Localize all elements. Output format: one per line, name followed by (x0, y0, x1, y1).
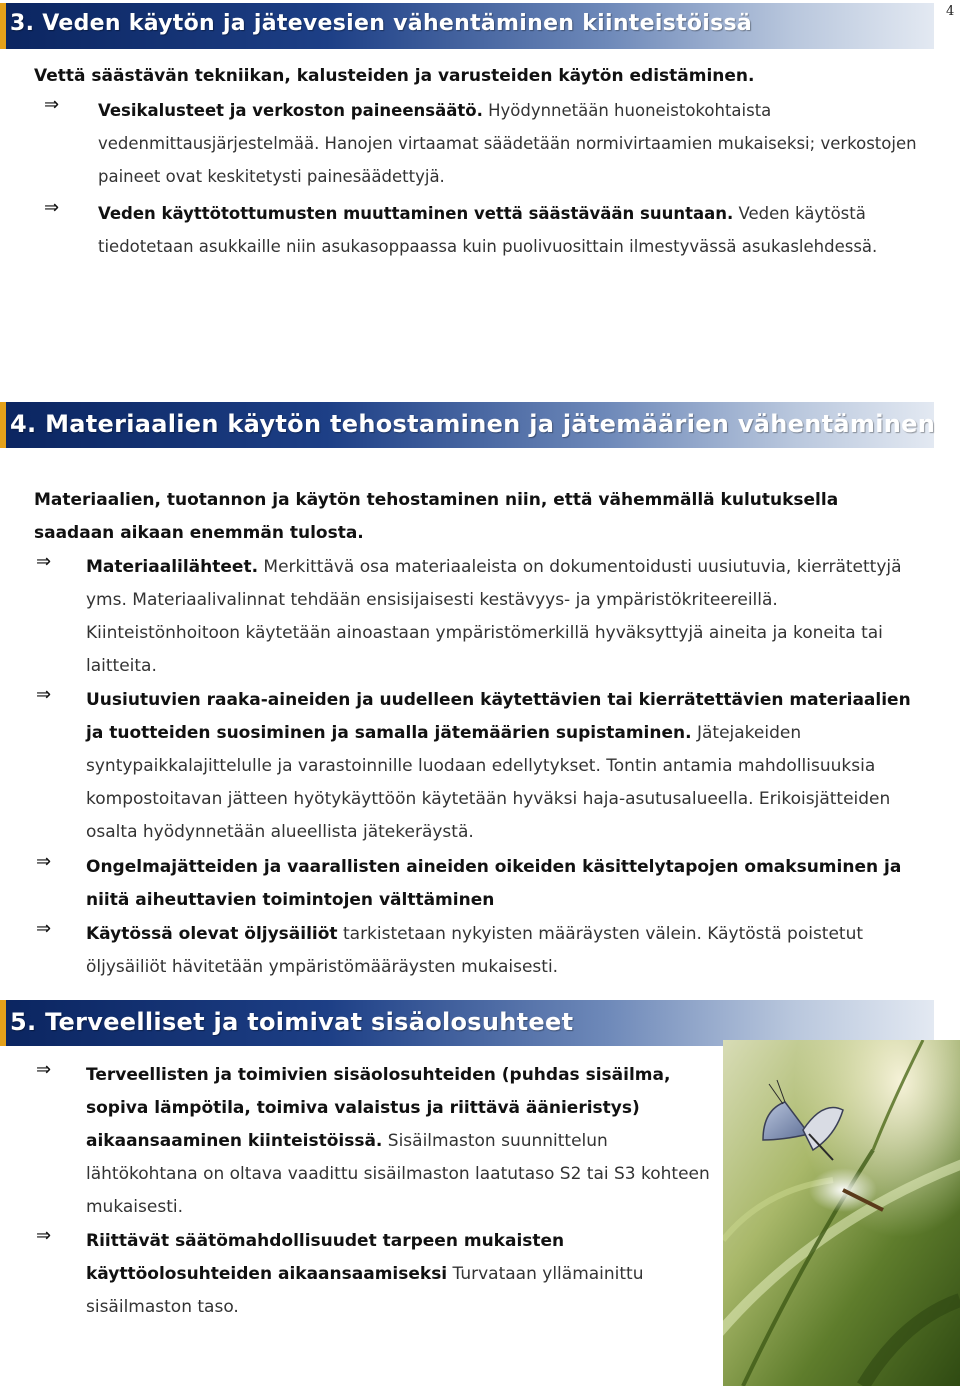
list-item-text (98, 94, 930, 193)
item-lead: Käytössä olevat öljysäiliöt (86, 924, 338, 944)
list-item-text (86, 1225, 716, 1324)
section-4-item-2 (36, 684, 931, 849)
section-3-item-1 (44, 94, 930, 193)
banner-accent (0, 3, 6, 49)
item-body: Merkittävä osa materiaaleista on dokumentoidusti uusiutuvia, kierrätettyjä yms. Materiaalivalinnat tehdään ensisijaisesti kestävyys- ja ympäristökriteereillä. Kiinteistönhoitoon käytetään ainoastaan ympäristömerkillä hyväksyttyjä aineita ja koneita tai laitteita. (86, 557, 902, 676)
section-5-item-2 (36, 1225, 716, 1324)
arrow-icon: ⇒ (36, 918, 52, 939)
arrow-icon: ⇒ (36, 851, 52, 872)
section-4-banner (0, 402, 934, 448)
section-4-item-1 (36, 551, 931, 683)
section-4-intro: Materiaalien, tuotannon ja käytön tehostaminen niin, että vähemmällä kulutuksella saadaan aikaan enemmän tulosta. (34, 490, 839, 543)
section-4-title: 4. Materiaalien käytön tehostaminen ja jätemäärien vähentäminen (10, 410, 936, 438)
item-lead: Ongelmajätteiden ja vaarallisten aineiden oikeiden käsittelytapojen omaksuminen ja niitä aiheuttavien toimintojen välttäminen (86, 857, 902, 910)
item-lead: Vesikalusteet ja verkoston paineensäätö. (98, 101, 483, 120)
arrow-icon: ⇒ (44, 197, 60, 218)
section-4-item-3 (36, 851, 931, 917)
item-lead: Materiaalilähteet. (86, 557, 259, 577)
item-body: Hyödynnetään huoneistokohtaista vedenmittausjärjestelmää. Hanojen virtaamat säädetään normivirtaamien mukaiseksi; verkostojen paineet ovat keskitetysti painesäädettyjä. (98, 101, 917, 186)
list-item-text (86, 684, 931, 849)
list-item-text (86, 851, 931, 917)
list-item-text (86, 551, 931, 683)
arrow-icon: ⇒ (36, 1059, 52, 1080)
item-body: Jätejakeiden syntypaikkalajittelulle ja varastoinnille luodaan edellytykset. Tontin antamia mahdollisuuksia kompostoitavan jätteen hyötykäyttöön käytetään hyväksi haja-asutusalueella. Erikoisjätteiden osalta hyödynnetään alueellista jätekeräystä. (86, 723, 891, 842)
arrow-icon: ⇒ (36, 1225, 52, 1246)
item-body: tarkistetaan nykyisten määräysten välein. Käytöstä poistetut öljysäiliöt hävitetään ympäristömääräysten mukaisesti. (86, 924, 864, 977)
section-3-title: 3. Veden käytön ja jätevesien vähentäminen kiinteistöissä (10, 11, 753, 36)
item-body: Veden käytöstä tiedotetaan asukkaille niin asukasoppaassa kuin puolivuosittain ilmestyvässä asukaslehdessä. (98, 204, 878, 256)
section-5-title: 5. Terveelliset ja toimivat sisäolosuhteet (10, 1008, 574, 1036)
section-3-intro: Vettä säästävän tekniikan, kalusteiden ja varusteiden käytön edistäminen. (34, 66, 755, 86)
item-body: Sisäilmaston suunnittelun lähtökohtana on oltava vaadittu sisäilmaston laatutaso S2 tai S3 kohteen mukaisesti. (86, 1131, 710, 1217)
arrow-icon: ⇒ (36, 551, 52, 572)
arrow-icon: ⇒ (44, 94, 60, 115)
item-body: Turvataan yllämainittu sisäilmaston taso. (86, 1264, 644, 1317)
section-3-item-2 (44, 197, 930, 263)
section-3-banner (0, 3, 934, 49)
item-lead: Uusiutuvien raaka-aineiden ja uudelleen käytettävien tai kierrätettävien materiaalien ja tuotteiden suosiminen ja samalla jätemäärien supistaminen. (86, 690, 911, 743)
item-lead: Riittävät säätömahdollisuudet tarpeen mukaisten käyttöolosuhteiden aikaansaamiseksi (86, 1231, 565, 1284)
list-item-text (98, 197, 930, 263)
page-number: 4 (946, 4, 955, 19)
banner-accent (0, 1000, 6, 1046)
section-5-item-1 (36, 1059, 716, 1224)
section-4-item-4 (36, 918, 931, 984)
banner-accent (0, 402, 6, 448)
butterfly-photo (723, 1040, 960, 1386)
item-lead: Veden käyttötottumusten muuttaminen vettä säästävään suuntaan. (98, 204, 734, 223)
item-lead: Terveellisten ja toimivien sisäolosuhteiden (puhdas sisäilma, sopiva lämpötila, toimiva valaistus ja riittävä äänieristys) aikaansaaminen kiinteistöissä. (86, 1065, 671, 1151)
arrow-icon: ⇒ (36, 684, 52, 705)
list-item-text (86, 918, 931, 984)
list-item-text (86, 1059, 716, 1224)
